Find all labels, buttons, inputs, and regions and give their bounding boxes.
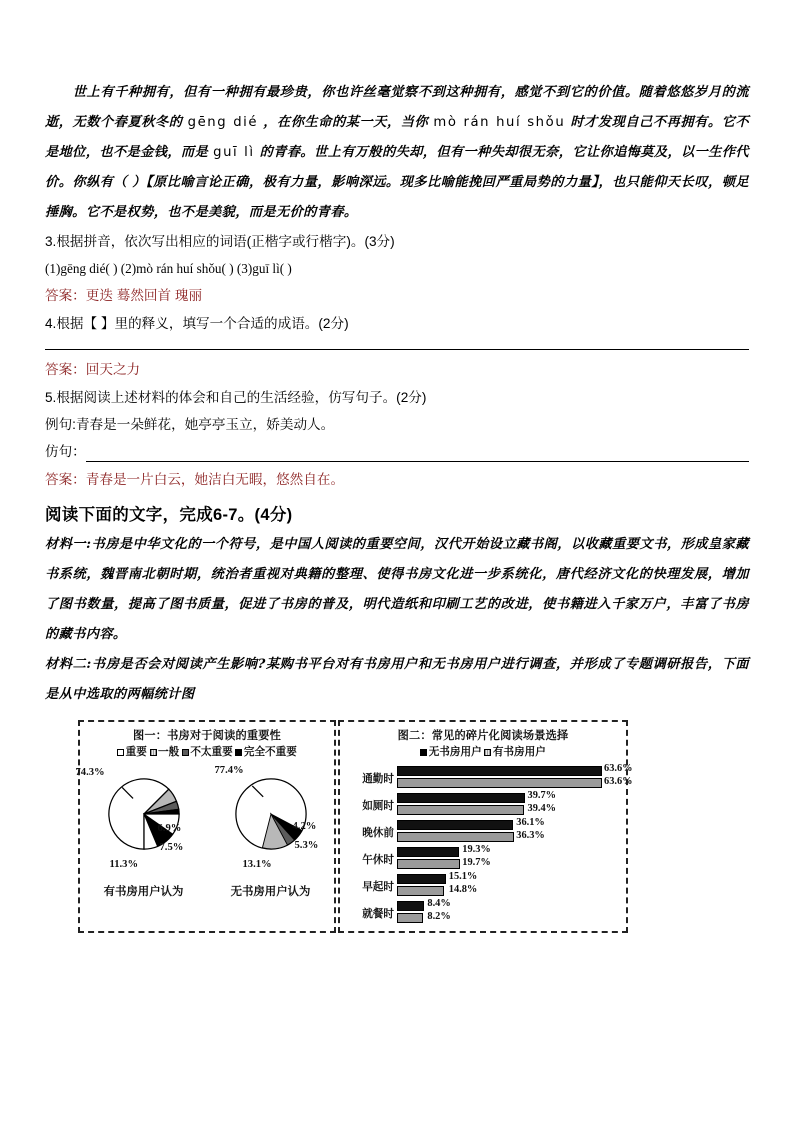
bar-pair (397, 900, 622, 926)
bar-value-no-study: 36.1% (516, 817, 545, 828)
question-5-stem: 5.根据阅读上述材料的体会和自己的生活经验，仿写句子。(2分) (45, 390, 427, 405)
pie-a-label-not-very-important: 7.5% (159, 842, 184, 853)
legend-label-general: 一般 (158, 747, 180, 758)
bar-no-study (397, 847, 459, 857)
question-5-answer-label: 仿句： (45, 444, 86, 459)
bar-row (346, 846, 622, 872)
bar-pair (397, 846, 622, 872)
question-4-stem: 4.根据【 】里的释义，填写一个合适的成语。(2分) (45, 316, 349, 331)
bar-value-no-study: 63.6% (604, 763, 633, 774)
bar-pair (397, 819, 622, 845)
pie-chart-without-study (211, 763, 331, 899)
figure-two-panel (338, 720, 633, 933)
bar-has-study (397, 886, 444, 896)
legend-label-important: 重要 (125, 747, 147, 758)
pie-a-label-important: 74.3% (75, 767, 105, 778)
statistics-figure (75, 720, 633, 933)
question-3-stem: 3.根据拼音，依次写出相应的词语(正楷字或行楷字)。(3分) (45, 234, 395, 249)
pie-b-label-not-important: 4.2% (292, 821, 317, 832)
legend-label-not-very-important: 不太重要 (190, 747, 233, 758)
pie-chart-with-study (75, 763, 204, 899)
question-4-answer-blank[interactable] (45, 349, 749, 350)
pie-a-label-not-important: 6.9% (157, 823, 182, 834)
bar-value-no-study: 15.1% (448, 871, 478, 882)
bar-row (346, 873, 622, 899)
pie-b-caption: 无书房用户认为 (230, 886, 311, 898)
bar-no-study (397, 766, 602, 776)
passage-text-1: 世上有千种拥有，但有一种拥有最珍贵，你也许丝毫觉察不到这种拥有，感觉不到它的价值。随着悠悠岁月的流逝，无数个春夏秋冬的 (45, 85, 749, 130)
figure-one-legend (80, 744, 334, 759)
question-5-answer-blank[interactable] (86, 461, 749, 462)
legend-label-no-study: 无书房用户 (428, 747, 482, 758)
bar-no-study (397, 820, 513, 830)
passage-pinyin-1: gēng dié (187, 115, 259, 130)
passage-text-3: 时才发现自己不再拥有。它不是地位，也不是金钱，而是 (45, 115, 749, 160)
pie-b-label-general: 13.1% (242, 859, 272, 870)
bar-value-has-study: 39.4% (527, 803, 557, 814)
bar-category-label: 早起时 (362, 881, 394, 893)
legend-swatch-general (150, 749, 157, 756)
question-5-example: 例句:青春是一朵鲜花，她亭亭玉立，娇美动人。 (45, 417, 335, 432)
figure-two-legend (340, 744, 626, 759)
bar-has-study (397, 778, 602, 788)
bar-value-has-study: 63.6% (604, 776, 633, 787)
legend-swatch-not-important (235, 749, 242, 756)
bar-has-study (397, 859, 460, 869)
bar-has-study (397, 832, 514, 842)
bar-value-has-study: 19.7% (462, 857, 491, 868)
bar-value-has-study: 8.2% (427, 911, 451, 922)
bar-value-has-study: 14.8% (448, 884, 478, 895)
bar-row (346, 792, 622, 818)
question-5-answer-row (45, 438, 749, 466)
passage-pinyin-3: guī lì (213, 145, 255, 160)
passage-pinyin-2: mò rán huí shǒu (433, 115, 566, 130)
bar-category-label: 通勤时 (362, 773, 394, 785)
legend-swatch-not-very-important (182, 749, 189, 756)
bar-no-study (397, 793, 525, 803)
legend-swatch-important (117, 749, 124, 756)
section-heading: 阅读下面的文字，完成6-7。(4分) (45, 506, 293, 524)
bar-no-study (397, 901, 424, 911)
bar-has-study (397, 913, 423, 923)
question-5-answer: 答案：青春是一片白云，她洁白无暇，悠然自在。 (45, 472, 345, 487)
bar-category-label: 晚休前 (362, 827, 394, 839)
bar-pair (397, 792, 622, 818)
bar-pair (397, 763, 633, 791)
bar-row (346, 763, 633, 791)
bar-no-study (397, 874, 446, 884)
bar-pair (397, 873, 622, 899)
legend-swatch-has-study (484, 749, 491, 756)
question-3-pinyin-blanks: (1)gēng dié( ) (2)mò rán huí shǒu( ) (3)guī lì( ) (45, 261, 292, 276)
bar-row (346, 900, 622, 926)
bar-value-has-study: 36.3% (516, 830, 545, 841)
legend-swatch-no-study (420, 749, 427, 756)
question-3-answer: 答案：更迭 蓦然回首 瑰丽 (45, 288, 203, 303)
bar-value-no-study: 8.4% (427, 898, 451, 909)
bar-category-label: 就餐时 (362, 908, 394, 920)
passage-text-2: ，在你生命的某一天，当你 (258, 115, 434, 130)
bar-value-no-study: 39.7% (527, 790, 557, 801)
bar-chart-body (340, 763, 633, 926)
figure-one-title: 图一：书房对于阅读的重要性 (132, 730, 282, 742)
bar-value-no-study: 19.3% (462, 844, 491, 855)
pie-b-label-not-very-important: 5.3% (294, 840, 319, 851)
legend-label-has-study: 有书房用户 (492, 747, 546, 758)
pie-chart-group (75, 763, 334, 899)
question-4-answer: 答案：回天之力 (45, 362, 141, 377)
pie-a-caption: 有书房用户认为 (103, 886, 184, 898)
bar-row (346, 819, 622, 845)
figure-two-title: 图二：常见的碎片化阅读场景选择 (397, 730, 569, 742)
figure-one-panel (75, 720, 336, 933)
page-content (45, 78, 749, 933)
bar-category-label: 如厕时 (362, 800, 394, 812)
passage-text-4: 的青春。世上有万般的失却，但有一种失却很无奈，它让你追悔莫及，以一生作代价。你纵有（ ）【原比喻言论正确，极有力量，影响深远。现多比喻能挽回严重局势的力量】，也只能仰天长叹，顿足捶胸。它不是权势，也不是美貌，而是无价的青春。 (45, 145, 750, 220)
bar-category-label: 午休时 (362, 854, 394, 866)
material-two: 材料二:书房是否会对阅读产生影响?某购书平台对有书房用户和无书房用户进行调查，并形成了专题调研报告，下面是从中选取的两幅统计图 (45, 657, 749, 702)
material-one: 材料一:书房是中华文化的一个符号，是中国人阅读的重要空间，汉代开始设立藏书阁，以收藏重要文书，形成皇家藏书系统，魏晋南北朝时期，统治者重视对典籍的整理、使得书房文化进一步系统化，唐代经济文化的快理发展，增加了图书数量，提高了图书质量，促进了书房的普及，明代造纸和印刷工艺的改进，使书籍进入千家万户，丰富了书房的藏书内容。 (45, 537, 749, 642)
legend-label-not-important: 完全不重要 (243, 747, 297, 758)
pie-a-label-general: 11.3% (109, 859, 139, 870)
pie-b-label-important: 77.4% (214, 765, 244, 776)
bar-has-study (397, 805, 524, 815)
reading-passage (45, 78, 749, 228)
